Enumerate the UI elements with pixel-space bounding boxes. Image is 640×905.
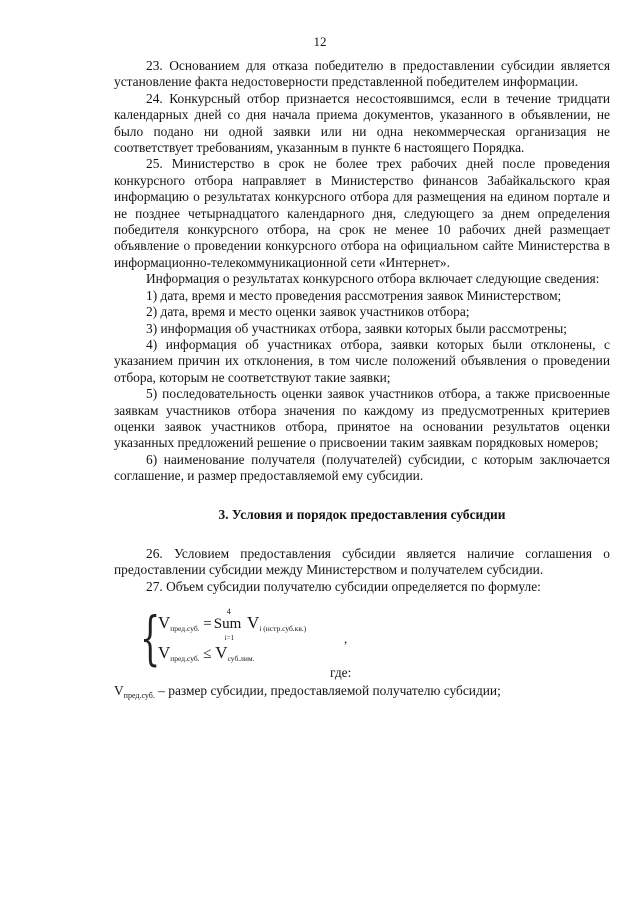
list-item: 6) наименование получателя (получателей) субсидии, с которым заключается соглашение, и размер предоставляемой ему субсидии.	[114, 451, 610, 484]
section-title: 3. Условия и порядок предоставления субсидии	[218, 506, 506, 522]
definition-v-pred-sub: $V_{пред.суб.}$ – размер субсидии, предоставляемой получателю субсидии;	[114, 683, 501, 701]
formula-line-2: $V_{пред.суб.} \le V_{суб.лим.}$	[158, 643, 255, 664]
document-body	[114, 58, 610, 705]
list-item: 1) дата, время и место проведения рассмотрения заявок Министерством;	[146, 287, 562, 303]
subsidy-formula	[114, 604, 610, 681]
paragraph-25: 25. Министерство в срок не более трех рабочих дней после проведения конкурсного отбора направляет в Министерство финансов Забайкальского края информацию о результатах конкурсного отбора для размещения на едином портале и не позднее четырнадцатого календарного дня, следующего за днем определения победителя конкурсного отбора, на срок не менее 10 рабочих дней размещает объявление о проведении конкурсного отбора на официальном сайте Министерства в информационно-телекоммуникационной сети «Интернет».	[114, 156, 610, 270]
paragraph-info-intro: Информация о результатах конкурсного отбора включает следующие сведения:	[146, 271, 600, 287]
list-item: 5) последовательность оценки заявок участников отбора, а также присвоенные заявкам участников отбора значения по каждому из предусмотренных критериев оценки заявок участников отбора, принятое на основании результатов оценки указанных предложений решение о присвоении таким заявкам порядковых номеров;	[114, 386, 610, 451]
formula-line-1: $V_{пред.суб.}$ = 4 Sum i=1 $V_{i (нстр.суб.кв.)}$	[158, 607, 307, 643]
paragraph-26: 26. Условием предоставления субсидии является наличие соглашения о предоставлении субсидии между Министерством и получателем субсидии.	[114, 545, 610, 578]
paragraph-24: 24. Конкурсный отбор признается несостоявшимся, если в течение тридцати календарных дней со дня начала приема документов, указанного в объявлении, не было подано ни одной заявки или ни одна некоммерческая организация не соответствует требованиям, указанным в пункте 6 настоящего Порядка.	[114, 90, 610, 156]
paragraph-27: 27. Объем субсидии получателю субсидии определяется по формуле:	[146, 578, 541, 594]
sum-operator: 4 Sum i=1	[213, 607, 242, 643]
formula-comma: ,	[344, 631, 348, 647]
paragraph-23: 23. Основанием для отказа победителю в предоставлении субсидии является установление факта недостоверности представленной победителем информации.	[114, 58, 610, 90]
page-number: 12	[313, 34, 327, 49]
list-item: 4) информация об участниках отбора, заявки которых были отклонены, с указанием причин их отклонения, в том числе положений объявления о проведении отбора, которым не соответствуют такие заявки;	[114, 336, 610, 385]
formula-brace: {	[140, 604, 161, 673]
list-item: 3) информация об участниках отбора, заявки которых были рассмотрены;	[146, 320, 567, 336]
formula-where: где:	[330, 665, 352, 681]
list-item: 2) дата, время и место оценки заявок участников отбора;	[146, 304, 470, 320]
